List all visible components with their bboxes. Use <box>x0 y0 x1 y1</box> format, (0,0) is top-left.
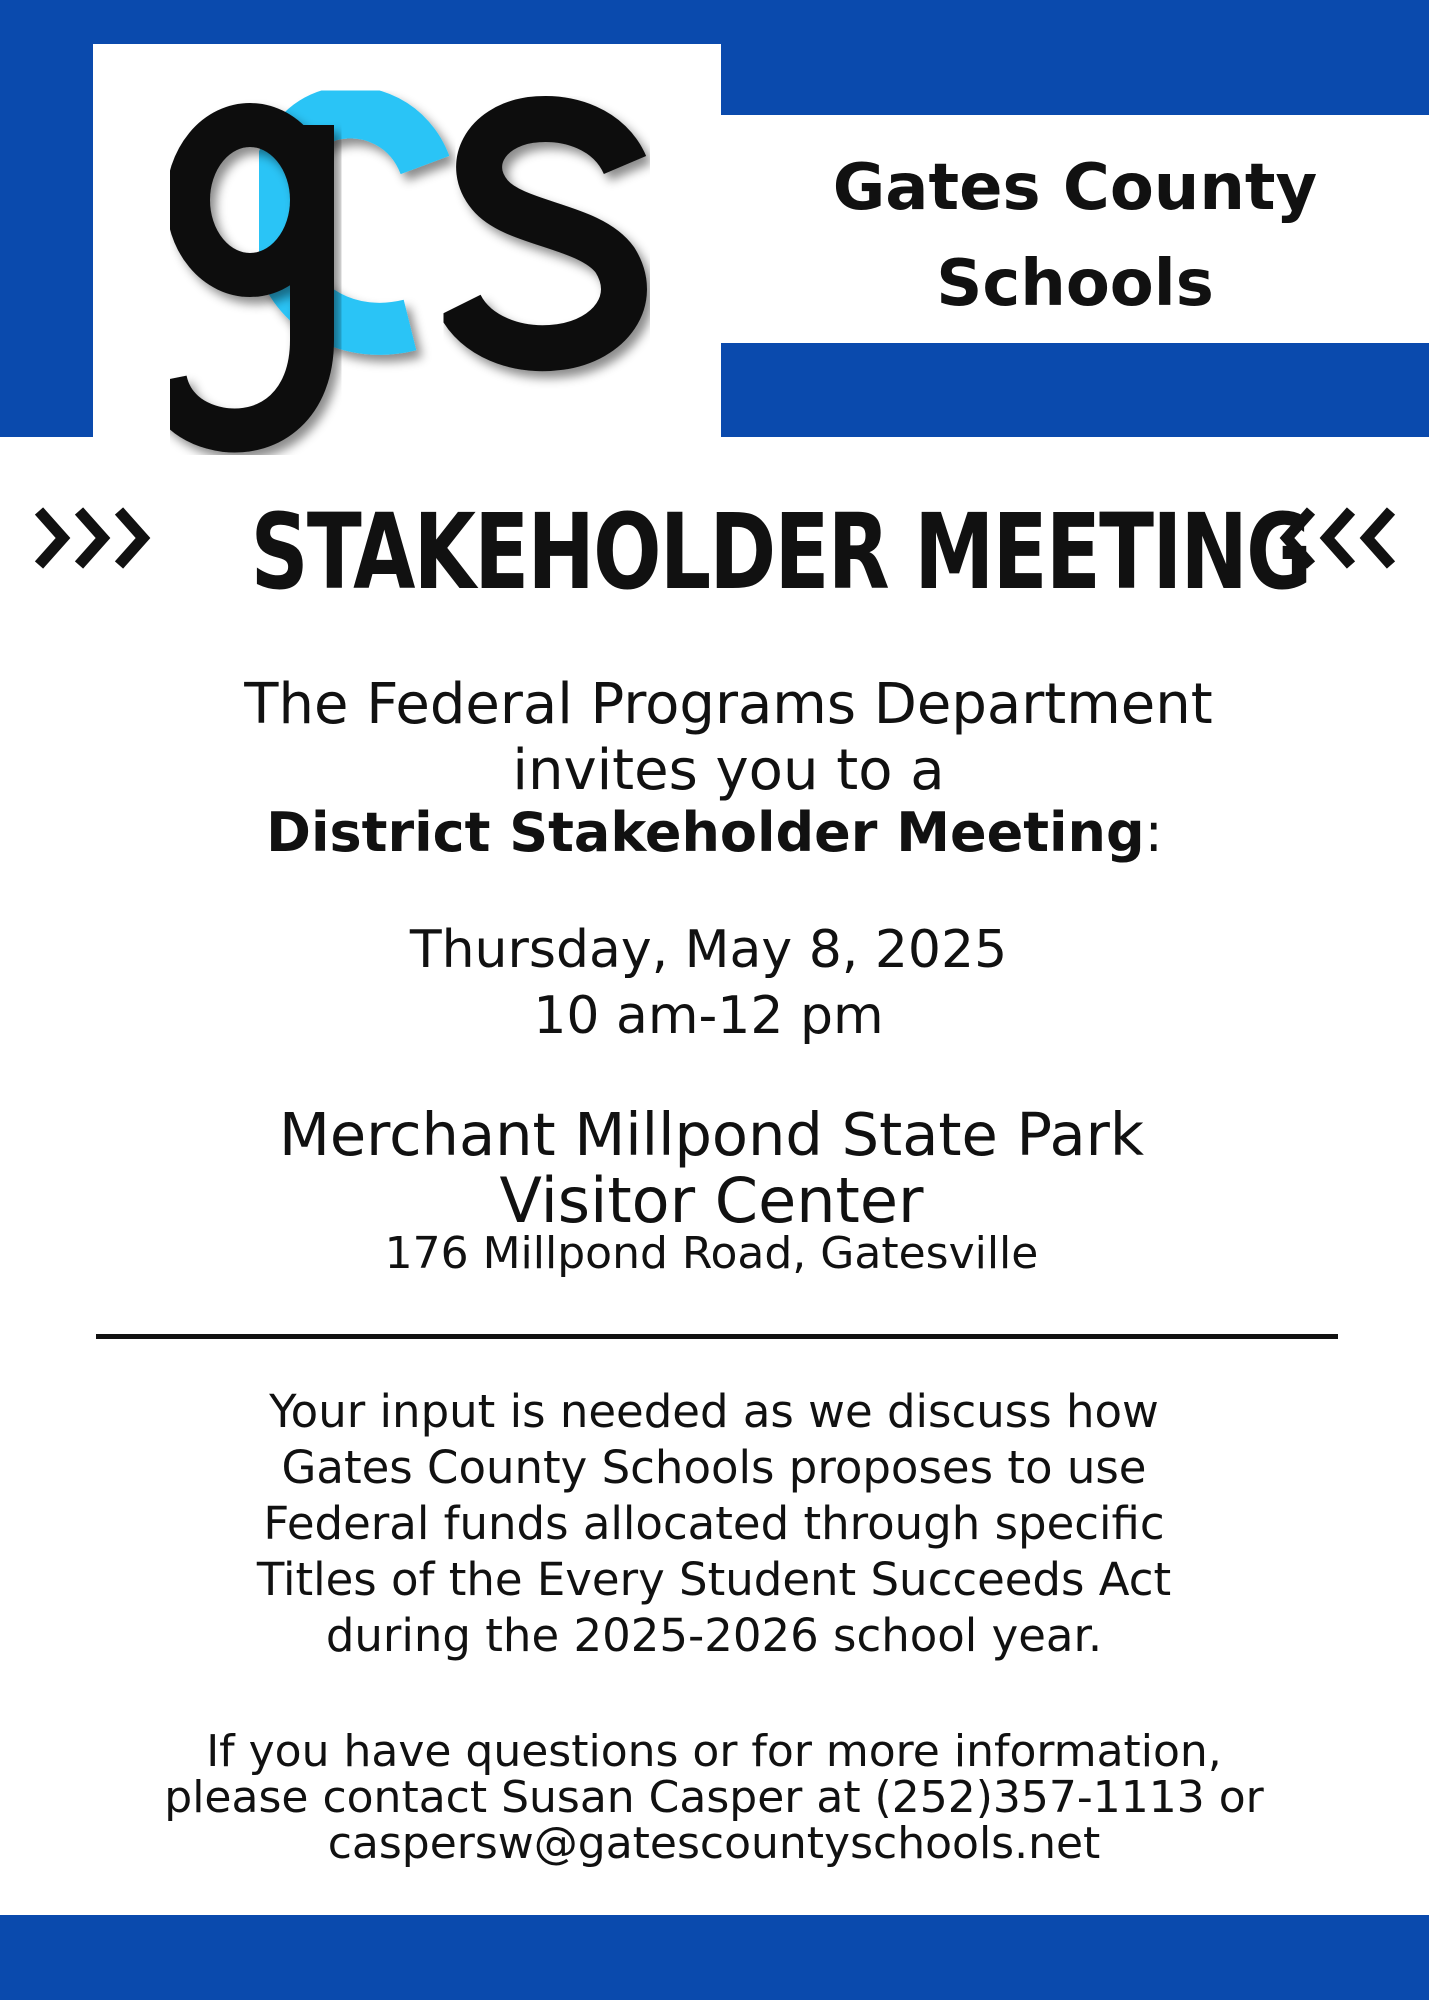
body-paragraph <box>114 1384 1314 1664</box>
bottom-blue-band <box>0 1915 1429 2000</box>
meeting-name: District Stakeholder Meeting <box>266 801 1145 864</box>
contact-paragraph <box>64 1726 1364 1869</box>
contact-email: caspersw@gatescountyschools.net <box>327 1818 1101 1869</box>
meeting-time: 10 am-12 pm <box>533 986 884 1046</box>
intro-line-1: The Federal Programs Department <box>244 672 1213 737</box>
meeting-name-colon: : <box>1144 801 1163 864</box>
meeting-date: Thursday, May 8, 2025 <box>409 920 1008 980</box>
org-name-line-1: Gates County <box>832 151 1318 225</box>
venue-address: 176 Millpond Road, Gatesville <box>384 1228 1039 1279</box>
org-name-line-2: Schools <box>936 247 1214 321</box>
chevrons-left-icon <box>1275 503 1397 573</box>
logo-letter-g <box>170 125 312 431</box>
body-line: Titles of the Every Student Succeeds Act <box>256 1553 1172 1606</box>
intro-line-2: invites you to a <box>512 738 945 803</box>
meeting-heading <box>0 493 1429 611</box>
body-line: during the 2025-2026 school year. <box>325 1609 1103 1662</box>
venue-name-line-2: Visitor Center <box>499 1164 924 1237</box>
org-name <box>721 140 1429 332</box>
logo-letter-s <box>460 119 625 348</box>
intro-line-3 <box>0 799 1429 867</box>
chevrons-right-icon <box>33 503 155 573</box>
body-line: Your input is needed as we discuss how <box>269 1385 1159 1438</box>
contact-line: If you have questions or for more information, <box>206 1726 1222 1777</box>
contact-line: please contact Susan Casper at (252)357-1113 or <box>164 1772 1264 1823</box>
venue-name-line-1: Merchant Millpond State Park <box>278 1100 1145 1169</box>
body-line: Gates County Schools proposes to use <box>281 1441 1147 1494</box>
gcs-logo <box>170 85 650 455</box>
divider <box>96 1334 1338 1339</box>
heading-title: STAKEHOLDER MEETING <box>250 491 1311 613</box>
body-line: Federal funds allocated through specific <box>263 1497 1165 1550</box>
